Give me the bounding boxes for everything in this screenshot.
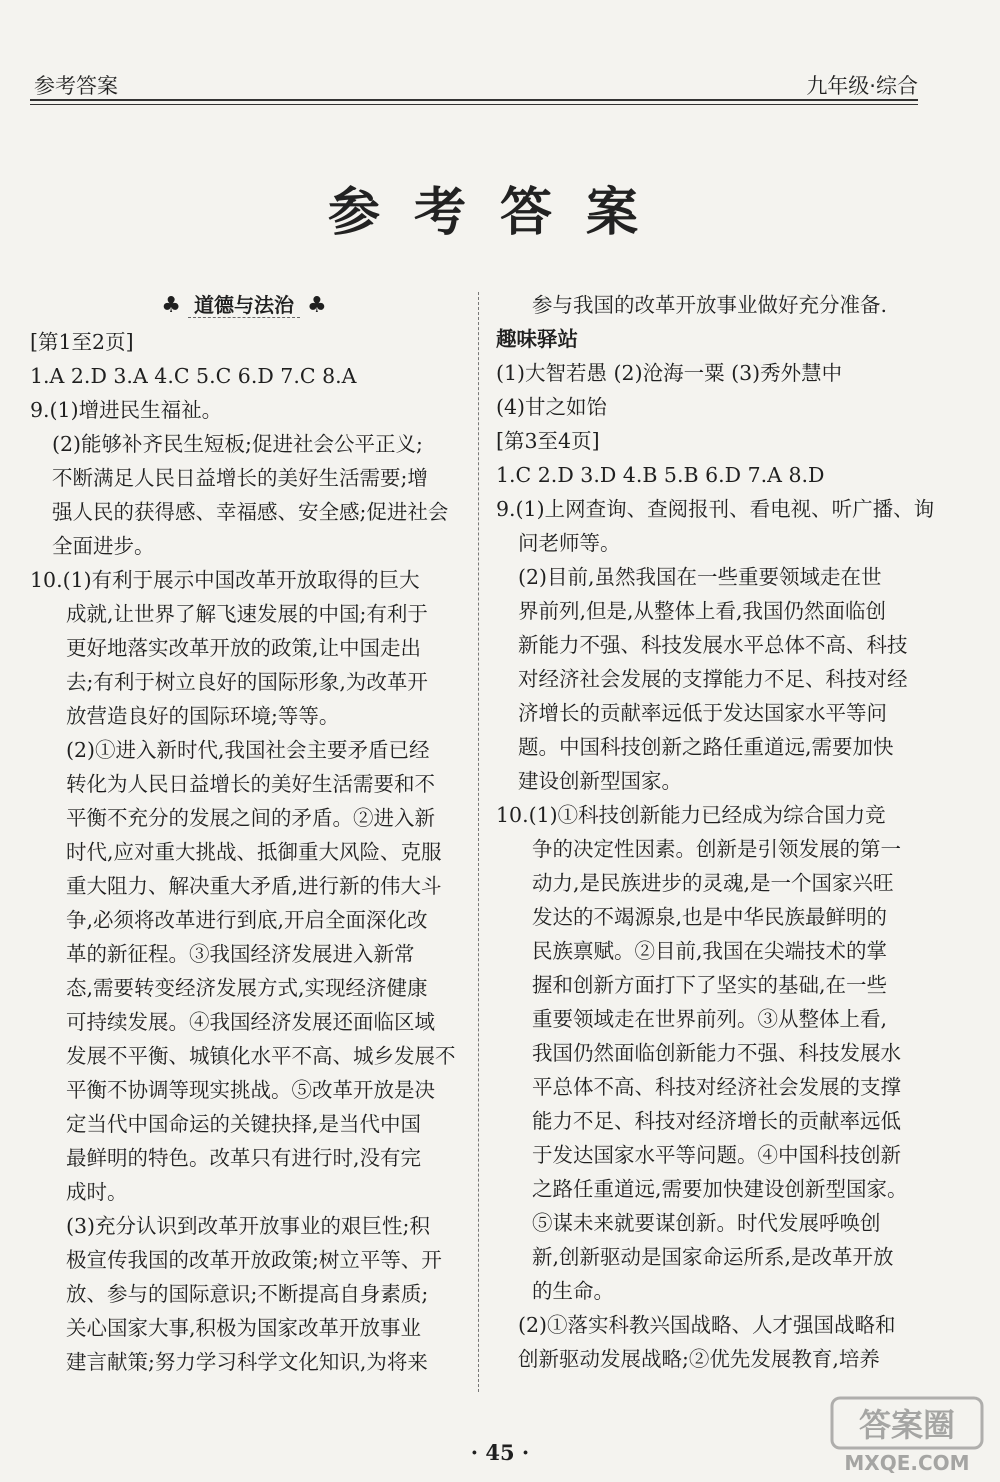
answer-line: 的生命。 — [532, 1279, 614, 1303]
answer-line: 新,创新驱动是国家命运所系,是改革开放 — [532, 1245, 894, 1269]
answer-line: (1)大智若愚 (2)沧海一粟 (3)秀外慧中 — [496, 361, 843, 385]
answer-line: 9.(1)增进民生福祉。 — [30, 398, 223, 422]
answer-line: 于发达国家水平等问题。④中国科技创新 — [532, 1143, 901, 1167]
header-right-label: 九年级·综合 — [806, 74, 918, 98]
left-column — [30, 288, 458, 1379]
answer-line: 放、参与的国际意识;不断提高自身素质; — [66, 1282, 429, 1306]
answer-line: 全面进步。 — [52, 534, 155, 558]
answer-line: 最鲜明的特色。改革只有进行时,没有完 — [66, 1146, 422, 1170]
page-title: 参考答案 — [327, 183, 672, 243]
answer-line: 能力不足、科技对经济增长的贡献率远低 — [532, 1109, 901, 1133]
answer-line: 态,需要转变经济发展方式,实现经济健康 — [66, 976, 428, 1000]
answer-line: 平衡不协调等现实挑战。⑤改革开放是决 — [66, 1078, 435, 1102]
answer-line: (2)目前,虽然我国在一些重要领域走在世 — [518, 565, 882, 589]
answer-line: (4)甘之如饴 — [496, 395, 608, 419]
answer-line: 革的新征程。③我国经济发展进入新常 — [66, 942, 415, 966]
answer-line: 争,必须将改革进行到底,开启全面深化改 — [66, 908, 428, 932]
answer-line: 关心国家大事,积极为国家改革开放事业 — [66, 1316, 422, 1340]
answer-line: 重要领域走在世界前列。③从整体上看, — [532, 1007, 888, 1031]
answer-line: 建设创新型国家。 — [518, 769, 682, 793]
answer-line: 1.C 2.D 3.D 4.B 5.B 6.D 7.A 8.D — [496, 463, 825, 487]
header-left-label: 参考答案 — [34, 74, 118, 98]
answer-line: 9.(1)上网查询、查阅报刊、看电视、听广播、询 — [496, 497, 935, 521]
page-header — [30, 66, 918, 100]
answer-line: 1.A 2.D 3.A 4.C 5.C 6.D 7.C 8.A — [30, 364, 357, 388]
answer-line: 济增长的贡献率远低于发达国家水平等问 — [518, 701, 887, 725]
watermark-logo — [828, 1394, 988, 1478]
answer-line: 时代,应对重大挑战、抵御重大风险、克服 — [66, 840, 442, 864]
answer-line: 定当代中国命运的关键抉择,是当代中国 — [66, 1112, 422, 1136]
answer-line: 参与我国的改革开放事业做好充分准备. — [532, 293, 888, 317]
answer-line: 对经济社会发展的支撑能力不足、科技对经 — [518, 667, 908, 691]
answer-line: 握和创新方面打下了坚实的基础,在一些 — [532, 973, 888, 997]
answer-line: 去;有利于树立良好的国际形象,为改革开 — [66, 670, 428, 694]
answer-line: 转化为人民日益增长的美好生活需要和不 — [66, 772, 435, 796]
svg-text:MXQE.COM: MXQE.COM — [844, 1451, 970, 1475]
answer-line: 民族禀赋。②目前,我国在尖端技术的掌 — [532, 939, 888, 963]
answer-line: ⑤谋未来就要谋创新。时代发展呼唤创 — [532, 1211, 881, 1235]
answer-line: 界前列,但是,从整体上看,我国仍然面临创 — [518, 599, 887, 623]
answer-line: 强人民的获得感、幸福感、安全感;促进社会 — [52, 500, 449, 524]
svg-text:答案圈: 答案圈 — [858, 1406, 956, 1444]
page-number: · 45 · — [470, 1440, 530, 1465]
answer-line: (2)①落实科教兴国战略、人才强国战略和 — [518, 1313, 896, 1337]
answer-line: 新能力不强、科技发展水平总体不高、科技 — [518, 633, 908, 657]
answer-line: 成时。 — [66, 1180, 128, 1204]
answer-line: 成就,让世界了解飞速发展的中国;有利于 — [66, 602, 428, 626]
answer-line: 平衡不充分的发展之间的矛盾。②进入新 — [66, 806, 435, 830]
answer-line: 我国仍然面临创新能力不强、科技发展水 — [532, 1041, 901, 1065]
page-range-tag: [第3至4页] — [496, 429, 600, 453]
answer-line: 更好地落实改革开放的政策,让中国走出 — [66, 636, 422, 660]
header-rule — [30, 99, 918, 105]
answer-line: 问老师等。 — [518, 531, 621, 555]
answer-line: 动力,是民族进步的灵魂,是一个国家兴旺 — [532, 871, 894, 895]
club-icon: ♣ — [306, 293, 327, 318]
answer-line: 争的决定性因素。创新是引领发展的第一 — [532, 837, 901, 861]
answer-line: 不断满足人民日益增长的美好生活需要;增 — [52, 466, 428, 490]
answer-line: 题。中国科技创新之路任重道远,需要加快 — [518, 735, 894, 759]
answer-line: 之路任重道远,需要加快建设创新型国家。 — [532, 1177, 908, 1201]
answer-line: (3)充分认识到改革开放事业的艰巨性;积 — [66, 1214, 430, 1238]
club-icon: ♣ — [161, 293, 182, 318]
page-range-tag: [第1至2页] — [30, 330, 134, 354]
answer-line: 重大阻力、解决重大矛盾,进行新的伟大斗 — [66, 874, 442, 898]
answer-line: 发展不平衡、城镇化水平不高、城乡发展不 — [66, 1044, 456, 1068]
answer-line: 平总体不高、科技对经济社会发展的支撑 — [532, 1075, 901, 1099]
answer-line: 发达的不竭源泉,也是中华民族最鲜明的 — [532, 905, 888, 929]
answer-line: 10.(1)①科技创新能力已经成为综合国力竞 — [496, 803, 886, 827]
subsection-title: 趣味驿站 — [496, 327, 578, 351]
answer-line: 放营造良好的国际环境;等等。 — [66, 704, 340, 728]
right-column — [496, 288, 935, 1376]
answer-line: (2)①进入新时代,我国社会主要矛盾已经 — [66, 738, 430, 762]
section-title: 道德与法治 — [188, 293, 300, 318]
column-divider — [478, 292, 479, 1392]
answer-line: 创新驱动发展战略;②优先发展教育,培养 — [518, 1347, 880, 1371]
answer-line: 建言献策;努力学习科学文化知识,为将来 — [66, 1350, 428, 1374]
answer-line: 10.(1)有利于展示中国改革开放取得的巨大 — [30, 568, 420, 592]
section-heading — [30, 288, 458, 323]
answer-line: 极宣传我国的改革开放政策;树立平等、开 — [66, 1248, 442, 1272]
answer-line: (2)能够补齐民生短板;促进社会公平正义; — [52, 432, 423, 456]
answer-line: 可持续发展。④我国经济发展还面临区域 — [66, 1010, 435, 1034]
